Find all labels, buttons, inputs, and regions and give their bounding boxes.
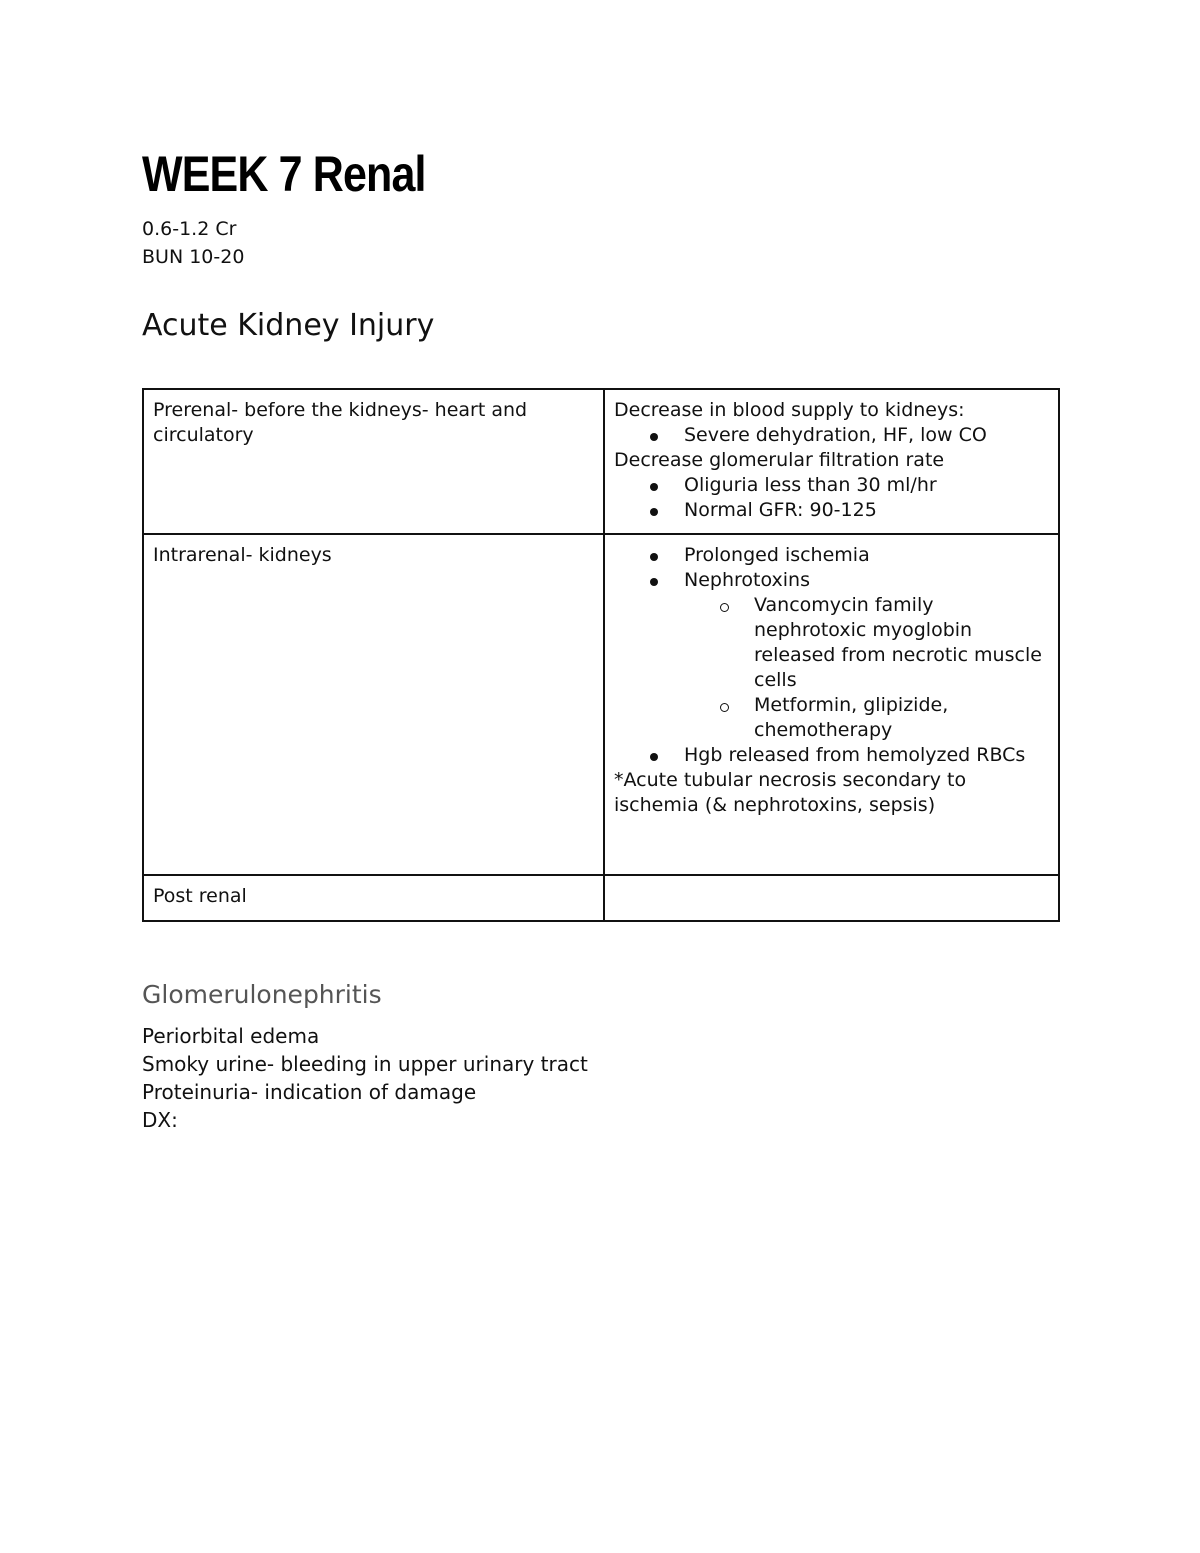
aki-table	[142, 388, 1060, 922]
bullet-list	[614, 473, 1049, 523]
list-item: Prolonged ischemia	[614, 543, 1049, 568]
note-line: Proteinuria- indication of damage	[142, 1080, 477, 1104]
text-line: Decrease in blood supply to kidneys:	[614, 399, 965, 421]
text-line: Decrease glomerular filtration rate	[614, 449, 945, 471]
list-item: Normal GFR: 90-125	[614, 498, 1049, 523]
lab-value-bun: BUN 10-20	[142, 246, 245, 268]
list-item-label: Nephrotoxins	[684, 569, 810, 591]
list-item	[614, 568, 1049, 593]
table-row-postrenal	[143, 875, 1059, 921]
cell-content-prerenal	[604, 389, 1059, 534]
table-row-intrarenal	[143, 534, 1059, 875]
cell-content-intrarenal	[604, 534, 1059, 875]
sub-bullet-list	[614, 593, 1049, 743]
bullet-list	[614, 743, 1049, 768]
cell-content-postrenal	[604, 875, 1059, 921]
note-line: Smoky urine- bleeding in upper urinary tract	[142, 1052, 588, 1076]
glomerulonephritis-notes	[142, 1022, 588, 1134]
note-line: DX:	[142, 1108, 178, 1132]
page-title: WEEK 7 Renal	[142, 146, 426, 202]
cell-label-prerenal: Prerenal- before the kidneys- heart and circulatory	[143, 389, 604, 534]
cell-label-postrenal: Post renal	[143, 875, 604, 921]
list-item: Severe dehydration, HF, low CO	[614, 423, 1049, 448]
section-heading-glomerulonephritis: Glomerulonephritis	[142, 980, 382, 1009]
list-item: Oliguria less than 30 ml/hr	[614, 473, 1049, 498]
sub-list-item: Vancomycin family nephrotoxic myoglobin released from necrotic muscle cells	[614, 593, 1049, 693]
table-row-prerenal	[143, 389, 1059, 534]
lab-value-creatinine: 0.6-1.2 Cr	[142, 218, 237, 240]
note-text: *Acute tubular necrosis secondary to ischemia (& nephrotoxins, sepsis)	[614, 769, 967, 816]
bullet-list	[614, 423, 1049, 448]
note-line: Periorbital edema	[142, 1024, 320, 1048]
sub-list-item: Metformin, glipizide, chemotherapy	[614, 693, 1049, 743]
cell-label-intrarenal: Intrarenal- kidneys	[143, 534, 604, 875]
bullet-list	[614, 543, 1049, 593]
section-heading-aki: Acute Kidney Injury	[142, 308, 435, 343]
list-item: Hgb released from hemolyzed RBCs	[614, 743, 1049, 768]
